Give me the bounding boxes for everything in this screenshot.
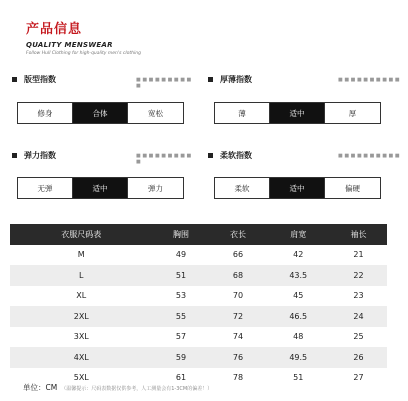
square-bullet-icon bbox=[208, 153, 213, 158]
option-no-stretch[interactable]: 无弹 bbox=[18, 178, 73, 198]
cell-chest: 59 bbox=[153, 347, 210, 368]
table-row bbox=[10, 265, 387, 286]
cell-length: 76 bbox=[210, 347, 267, 368]
softness-index-label: 柔软指数 bbox=[208, 150, 252, 161]
cell-size: XL bbox=[10, 286, 153, 307]
option-medium-selected[interactable]: 适中 bbox=[73, 178, 128, 198]
fit-index-section bbox=[12, 74, 197, 126]
cell-shoulder: 49.5 bbox=[267, 347, 330, 368]
col-header-chest: 胸围 bbox=[153, 224, 210, 245]
brand-subtitle: QUALITY MENSWEAR bbox=[26, 41, 113, 49]
square-bullet-icon bbox=[12, 77, 17, 82]
elasticity-index-label: 弹力指数 bbox=[12, 150, 56, 161]
col-header-size: 衣服尺码表 bbox=[10, 224, 153, 245]
cell-size: 4XL bbox=[10, 347, 153, 368]
cell-length: 74 bbox=[210, 327, 267, 348]
size-chart-table bbox=[10, 224, 387, 388]
cell-sleeve: 26 bbox=[330, 347, 387, 368]
col-header-shoulder: 肩宽 bbox=[267, 224, 330, 245]
cell-length: 70 bbox=[210, 286, 267, 307]
thickness-index-options bbox=[214, 102, 381, 124]
table-row bbox=[10, 327, 387, 348]
table-row bbox=[10, 286, 387, 307]
thickness-index-label: 厚薄指数 bbox=[208, 74, 252, 85]
cell-size: 2XL bbox=[10, 306, 153, 327]
cell-length: 66 bbox=[210, 245, 267, 266]
cell-sleeve: 25 bbox=[330, 327, 387, 348]
square-bullet-icon bbox=[12, 153, 17, 158]
cell-sleeve: 22 bbox=[330, 265, 387, 286]
cell-size: 3XL bbox=[10, 327, 153, 348]
unit-label: 单位：CM bbox=[23, 383, 58, 392]
page-title: 产品信息 bbox=[26, 22, 83, 37]
decorative-dots: ■ ■ ■ ■ ■ ■ ■ ■ ■ ■ bbox=[338, 77, 400, 83]
option-stiff[interactable]: 偏硬 bbox=[345, 183, 360, 193]
table-row bbox=[10, 347, 387, 368]
option-thick[interactable]: 厚 bbox=[348, 108, 357, 118]
softness-index-section bbox=[208, 150, 400, 202]
elasticity-index-options bbox=[17, 177, 184, 199]
table-row bbox=[10, 245, 387, 266]
softness-index-options bbox=[214, 177, 381, 199]
option-medium-selected[interactable]: 适中 bbox=[270, 103, 325, 123]
size-note bbox=[23, 382, 212, 393]
cell-size: L bbox=[10, 265, 153, 286]
thickness-index-section bbox=[208, 74, 400, 126]
decorative-dots: ■ ■ ■ ■ ■ ■ ■ ■ ■ ■ bbox=[136, 77, 192, 89]
cell-shoulder: 51 bbox=[267, 368, 330, 389]
brand-tagline: Follow Hull Clothing for high-quality men's clothing bbox=[26, 51, 141, 56]
col-header-length: 衣长 bbox=[210, 224, 267, 245]
cell-chest: 49 bbox=[153, 245, 210, 266]
cell-length: 78 bbox=[210, 368, 267, 389]
cell-shoulder: 46.5 bbox=[267, 306, 330, 327]
measurement-disclaimer: （温馨提示：尺码表数据仅供参考，人工测量会有1-3CM的偏差！） bbox=[61, 386, 213, 392]
cell-chest: 55 bbox=[153, 306, 210, 327]
cell-size: 5XL bbox=[10, 368, 153, 389]
cell-length: 68 bbox=[210, 265, 267, 286]
fit-index-options bbox=[17, 102, 184, 124]
cell-shoulder: 48 bbox=[267, 327, 330, 348]
table-header-row bbox=[10, 224, 387, 245]
cell-chest: 51 bbox=[153, 265, 210, 286]
option-loose[interactable]: 宽松 bbox=[148, 108, 163, 118]
cell-sleeve: 21 bbox=[330, 245, 387, 266]
cell-sleeve: 27 bbox=[330, 368, 387, 389]
cell-shoulder: 45 bbox=[267, 286, 330, 307]
decorative-dots: ■ ■ ■ ■ ■ ■ ■ ■ ■ ■ bbox=[338, 153, 400, 159]
cell-length: 72 bbox=[210, 306, 267, 327]
fit-index-label: 版型指数 bbox=[12, 74, 56, 85]
cell-sleeve: 24 bbox=[330, 306, 387, 327]
option-slim[interactable]: 修身 bbox=[18, 103, 73, 123]
decorative-dots: ■ ■ ■ ■ ■ ■ ■ ■ ■ ■ bbox=[136, 153, 192, 165]
cell-chest: 57 bbox=[153, 327, 210, 348]
cell-shoulder: 42 bbox=[267, 245, 330, 266]
table-row bbox=[10, 306, 387, 327]
option-soft[interactable]: 柔软 bbox=[215, 178, 270, 198]
option-stretch[interactable]: 弹力 bbox=[148, 183, 163, 193]
cell-shoulder: 43.5 bbox=[267, 265, 330, 286]
option-thin[interactable]: 薄 bbox=[215, 103, 270, 123]
cell-chest: 61 bbox=[153, 368, 210, 389]
cell-size: M bbox=[10, 245, 153, 266]
square-bullet-icon bbox=[208, 77, 213, 82]
col-header-sleeve: 袖长 bbox=[330, 224, 387, 245]
option-medium-selected[interactable]: 适中 bbox=[270, 178, 325, 198]
option-regular-selected[interactable]: 合体 bbox=[73, 103, 128, 123]
elasticity-index-section bbox=[12, 150, 197, 202]
cell-chest: 53 bbox=[153, 286, 210, 307]
cell-sleeve: 23 bbox=[330, 286, 387, 307]
